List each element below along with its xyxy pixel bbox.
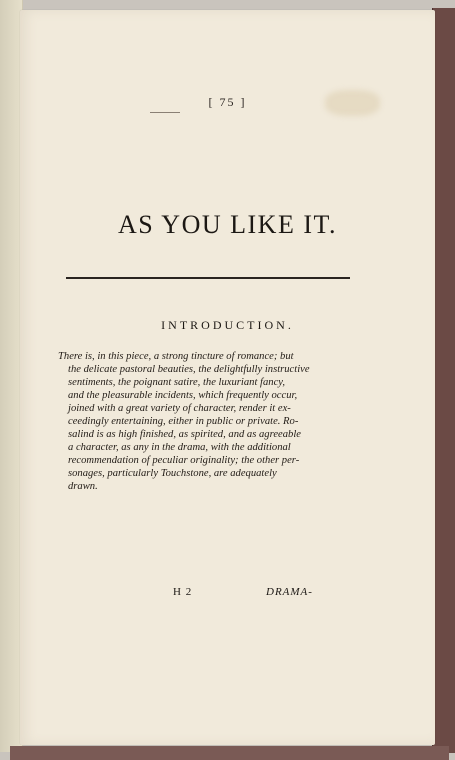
text-line: sentiments, the poignant satire, the luxuriant fancy, [68,377,286,388]
text-line: joined with a great variety of character, render it ex- [68,403,291,414]
text-line: sonages, particularly Touchstone, are adequately [68,468,277,479]
section-heading: INTRODUCTION. [161,318,294,332]
catchword: DRAMA- [266,586,313,598]
text-line: There is, in this piece, a strong tincture of romance; but [58,351,294,362]
introduction-paragraph [58,350,355,493]
text-line: ceedingly entertaining, either in public or private. Ro- [68,416,299,427]
title-rule [66,277,350,279]
text-line: recommendation of peculiar originality; the other per- [68,455,300,466]
book-cover-edge [432,8,455,753]
signature-mark: H 2 [173,586,193,598]
book-page [20,10,435,745]
text-line: the delicate pastoral beauties, the delightfully instructive [68,364,310,375]
text-line: drawn. [68,481,98,492]
text-line: salind is as high finished, as spirited, and as agreeable [68,429,301,440]
page-number: [ 75 ] [208,95,247,109]
page-title: AS YOU LIKE IT. [118,210,337,239]
book-cover-bottom [10,746,449,760]
text-line: and the pleasurable incidents, which frequently occur, [68,390,298,401]
text-line: a character, as any in the drama, with the additional [68,442,291,453]
short-rule [150,112,180,113]
